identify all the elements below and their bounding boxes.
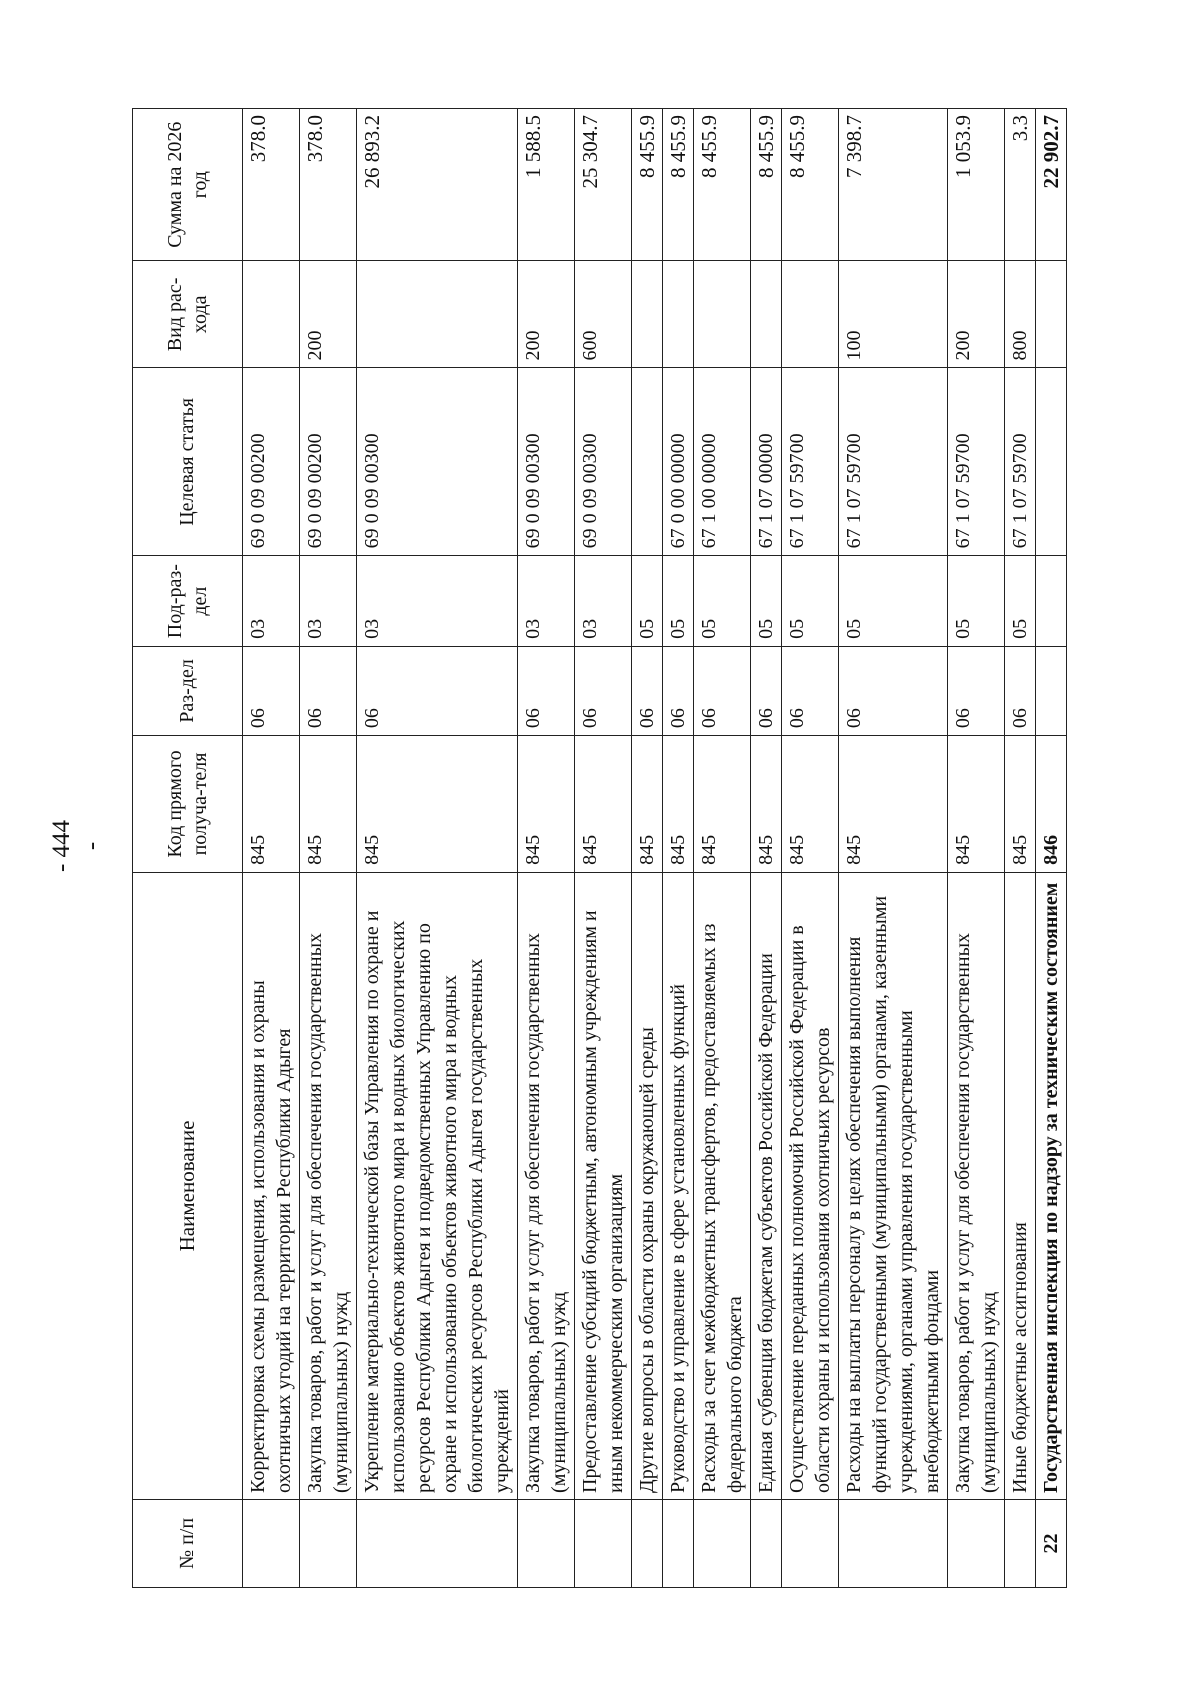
cell-subsection: 05	[663, 556, 694, 646]
cell-name: Закупка товаров, работ и услуг для обеспечения государственных (муниципальных) нужд	[948, 872, 1005, 1499]
cell-num	[575, 1499, 632, 1587]
table-row	[1036, 109, 1067, 1588]
cell-section: 06	[1005, 646, 1036, 735]
table-row	[663, 109, 694, 1588]
cell-amount: 26 893.2	[357, 109, 518, 261]
cell-target: 67 1 07 59700	[1005, 368, 1036, 556]
table-header-row	[133, 109, 243, 1588]
cell-subsection: 03	[575, 556, 632, 646]
table-row	[1005, 109, 1036, 1588]
cell-target: 69 0 09 00200	[243, 368, 300, 556]
cell-num	[839, 1499, 948, 1587]
header-subsection: Под-раз-дел	[133, 556, 243, 646]
cell-target: 69 0 09 00300	[575, 368, 632, 556]
cell-subsection: 05	[948, 556, 1005, 646]
cell-recipient: 845	[1005, 736, 1036, 873]
cell-num	[632, 1499, 663, 1587]
cell-expense-type	[1036, 261, 1067, 368]
cell-subsection: 03	[243, 556, 300, 646]
budget-table-wrapper	[132, 108, 1067, 1588]
cell-amount: 3.3	[1005, 109, 1036, 261]
header-name: Наименование	[133, 872, 243, 1499]
cell-name: Предоставление субсидий бюджетным, автономным учреждениям и иным некоммерческим организациям	[575, 872, 632, 1499]
cell-target: 67 1 07 59700	[839, 368, 948, 556]
cell-num	[663, 1499, 694, 1587]
cell-subsection: 05	[1005, 556, 1036, 646]
cell-name: Укрепление материально-технической базы Управления по охране и использованию объектов животного мира и водных биологических ресурсов Республики Адыгея и подведомственных Управлению по охране и использованию объектов животного мира и водных биологических ресурсов Республики Адыгея государственных учреждений	[357, 872, 518, 1499]
cell-num	[300, 1499, 357, 1587]
cell-expense-type	[751, 261, 782, 368]
cell-expense-type: 200	[948, 261, 1005, 368]
cell-name: Осуществление переданных полномочий Российской Федерации в области охраны и использования охотничьих ресурсов	[782, 872, 839, 1499]
cell-target: 69 0 09 00300	[357, 368, 518, 556]
cell-amount: 378.0	[300, 109, 357, 261]
cell-section: 06	[839, 646, 948, 735]
table-row	[632, 109, 663, 1588]
cell-amount: 8 455.9	[751, 109, 782, 261]
cell-name: Корректировка схемы размещения, использования и охраны охотничьих угодий на территории Республики Адыгея	[243, 872, 300, 1499]
cell-num	[357, 1499, 518, 1587]
cell-expense-type: 600	[575, 261, 632, 368]
page-number: - 444 -	[48, 819, 105, 873]
cell-recipient: 845	[948, 736, 1005, 873]
table-row	[839, 109, 948, 1588]
cell-recipient: 845	[839, 736, 948, 873]
cell-recipient: 845	[243, 736, 300, 873]
cell-target: 69 0 09 00200	[300, 368, 357, 556]
cell-section: 06	[518, 646, 575, 735]
cell-num: 22	[1036, 1499, 1067, 1587]
cell-subsection: 05	[632, 556, 663, 646]
table-row	[782, 109, 839, 1588]
cell-num	[1005, 1499, 1036, 1587]
cell-target: 67 1 07 00000	[751, 368, 782, 556]
cell-section: 06	[694, 646, 751, 735]
header-amount: Сумма на 2026 год	[133, 109, 243, 261]
cell-num	[782, 1499, 839, 1587]
table-row	[300, 109, 357, 1588]
cell-section: 06	[243, 646, 300, 735]
cell-target	[1036, 368, 1067, 556]
cell-recipient: 845	[518, 736, 575, 873]
table-row	[694, 109, 751, 1588]
cell-expense-type	[243, 261, 300, 368]
cell-name: Единая субвенция бюджетам субъектов Российской Федерации	[751, 872, 782, 1499]
cell-subsection: 03	[518, 556, 575, 646]
cell-recipient: 845	[575, 736, 632, 873]
cell-expense-type	[663, 261, 694, 368]
cell-target: 69 0 09 00300	[518, 368, 575, 556]
cell-subsection	[1036, 556, 1067, 646]
cell-amount: 378.0	[243, 109, 300, 261]
table-row	[948, 109, 1005, 1588]
cell-amount: 7 398.7	[839, 109, 948, 261]
cell-target: 67 0 00 00000	[663, 368, 694, 556]
table-row	[575, 109, 632, 1588]
cell-section: 06	[300, 646, 357, 735]
cell-amount: 22 902.7	[1036, 109, 1067, 261]
cell-expense-type	[632, 261, 663, 368]
header-num: № п/п	[133, 1499, 243, 1587]
cell-expense-type: 200	[300, 261, 357, 368]
cell-amount: 8 455.9	[694, 109, 751, 261]
header-target: Целевая статья	[133, 368, 243, 556]
cell-subsection: 05	[694, 556, 751, 646]
cell-section: 06	[751, 646, 782, 735]
cell-name: Руководство и управление в сфере установленных функций	[663, 872, 694, 1499]
header-recipient: Код прямого получа-теля	[133, 736, 243, 873]
cell-section: 06	[663, 646, 694, 735]
cell-num	[751, 1499, 782, 1587]
cell-subsection: 05	[839, 556, 948, 646]
cell-name: Государственная инспекция по надзору за техническим состоянием	[1036, 872, 1067, 1499]
cell-target: 67 1 00 00000	[694, 368, 751, 556]
cell-amount: 8 455.9	[632, 109, 663, 261]
cell-recipient: 845	[751, 736, 782, 873]
cell-amount: 1 053.9	[948, 109, 1005, 261]
cell-recipient: 845	[357, 736, 518, 873]
cell-section: 06	[357, 646, 518, 735]
cell-expense-type	[782, 261, 839, 368]
cell-target: 67 1 07 59700	[782, 368, 839, 556]
cell-section: 06	[948, 646, 1005, 735]
cell-amount: 8 455.9	[663, 109, 694, 261]
cell-num	[518, 1499, 575, 1587]
cell-name: Закупка товаров, работ и услуг для обеспечения государственных (муниципальных) нужд	[300, 872, 357, 1499]
table-row	[357, 109, 518, 1588]
header-section: Раз-дел	[133, 646, 243, 735]
cell-num	[243, 1499, 300, 1587]
cell-recipient: 845	[300, 736, 357, 873]
cell-section	[1036, 646, 1067, 735]
table-row	[751, 109, 782, 1588]
header-expense-type: Вид рас-хода	[133, 261, 243, 368]
cell-recipient: 846	[1036, 736, 1067, 873]
cell-name: Другие вопросы в области охраны окружающей среды	[632, 872, 663, 1499]
cell-name: Закупка товаров, работ и услуг для обеспечения государственных (муниципальных) нужд	[518, 872, 575, 1499]
cell-amount: 8 455.9	[782, 109, 839, 261]
cell-target	[632, 368, 663, 556]
cell-amount: 25 304.7	[575, 109, 632, 261]
cell-expense-type	[694, 261, 751, 368]
cell-section: 06	[632, 646, 663, 735]
cell-subsection: 05	[782, 556, 839, 646]
cell-recipient: 845	[663, 736, 694, 873]
cell-recipient: 845	[632, 736, 663, 873]
cell-subsection: 03	[357, 556, 518, 646]
cell-expense-type: 100	[839, 261, 948, 368]
table-body	[243, 109, 1067, 1588]
cell-num	[694, 1499, 751, 1587]
cell-expense-type	[357, 261, 518, 368]
cell-subsection: 03	[300, 556, 357, 646]
cell-amount: 1 588.5	[518, 109, 575, 261]
cell-expense-type: 200	[518, 261, 575, 368]
cell-name: Расходы за счет межбюджетных трансфертов, предоставляемых из федерального бюджета	[694, 872, 751, 1499]
table-row	[243, 109, 300, 1588]
cell-expense-type: 800	[1005, 261, 1036, 368]
cell-section: 06	[782, 646, 839, 735]
cell-name: Иные бюджетные ассигнования	[1005, 872, 1036, 1499]
cell-name: Расходы на выплаты персоналу в целях обеспечения выполнения функций государственными (муниципальными) органами, казенными учреждениями, органами управления государственными внебюджетными фондами	[839, 872, 948, 1499]
cell-subsection: 05	[751, 556, 782, 646]
cell-recipient: 845	[782, 736, 839, 873]
table-row	[518, 109, 575, 1588]
cell-recipient: 845	[694, 736, 751, 873]
cell-num	[948, 1499, 1005, 1587]
budget-table	[132, 108, 1067, 1588]
cell-target: 67 1 07 59700	[948, 368, 1005, 556]
cell-section: 06	[575, 646, 632, 735]
